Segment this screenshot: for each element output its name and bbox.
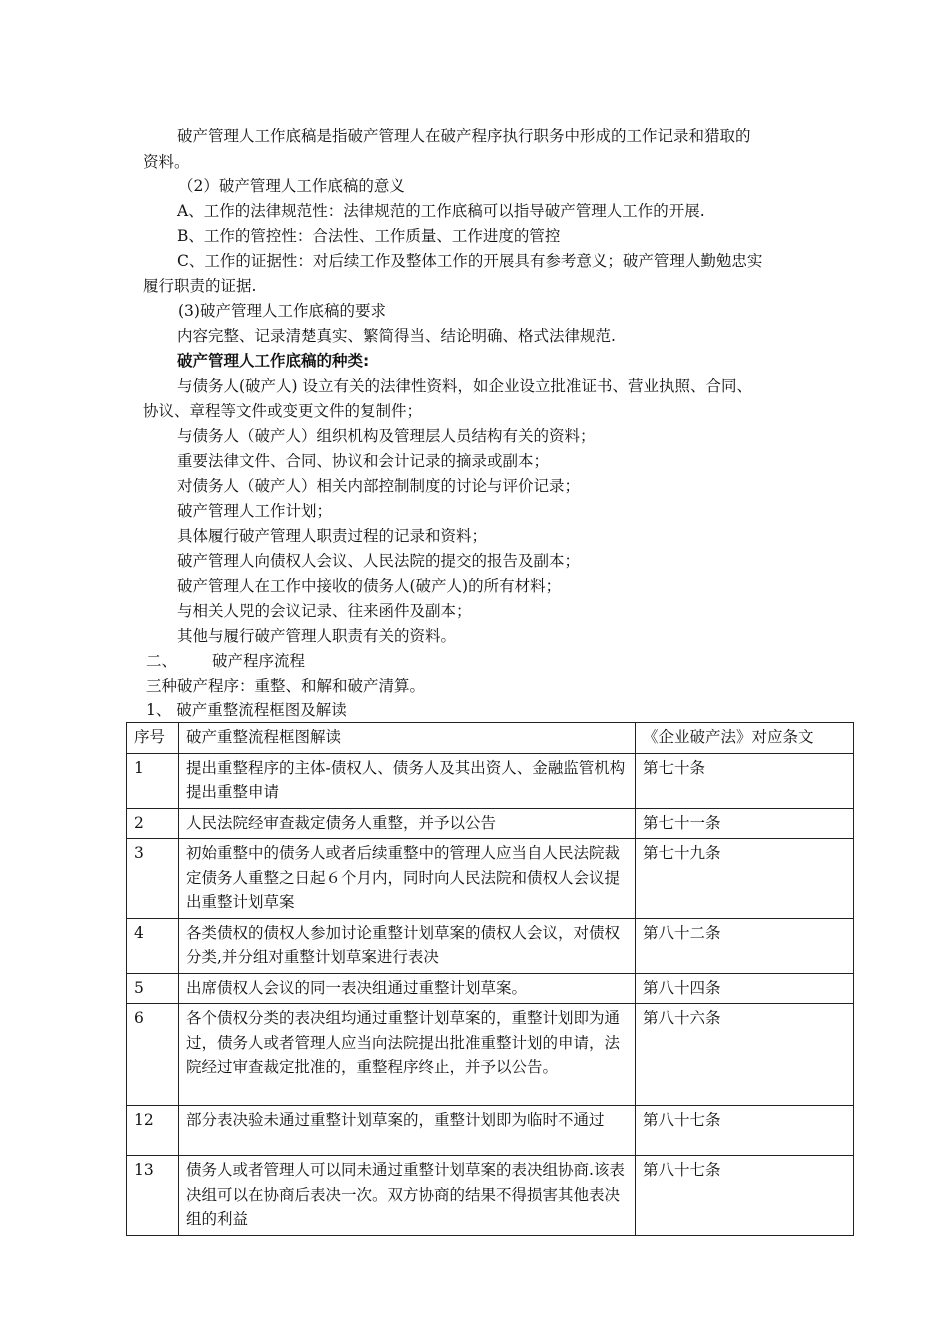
row-description: 各类债权的债权人参加讨论重整计划草案的债权人会议，对债权分类,并分组对重整计划草案进行表决 <box>179 918 636 973</box>
table-row <box>127 1106 854 1156</box>
row-no: 2 <box>127 808 179 839</box>
row-article: 第八十七条 <box>636 1106 854 1156</box>
row-article: 第七十条 <box>636 753 854 808</box>
row-description: 初始重整中的债务人或者后续重整中的管理人应当自人民法院裁定债务人重整之日起６个月内，同时向人民法院和债权人会议提出重整计划草案 <box>179 839 636 919</box>
table-row <box>127 808 854 839</box>
row-article: 第八十四条 <box>636 973 854 1004</box>
table-row <box>127 839 854 919</box>
header-no: 序号 <box>127 723 179 754</box>
row-no: 3 <box>127 839 179 919</box>
types-item-10: 其他与履行破产管理人职责有关的资料。 <box>177 627 457 645</box>
row-description: 部分表决验未通过重整计划草案的，重整计划即为临时不通过 <box>179 1106 636 1156</box>
row-no: 5 <box>127 973 179 1004</box>
types-item-1-line1: 与债务人(破产人) 设立有关的法律性资料，如企业设立批准证书、营业执照、合同、 <box>177 377 753 395</box>
row-article: 第七十九条 <box>636 839 854 919</box>
header-article: 《企业破产法》对应条文 <box>636 723 854 754</box>
row-no: 4 <box>127 918 179 973</box>
row-article: 第八十六条 <box>636 1004 854 1106</box>
significance-item-c-line1: C、工作的证据性：对后续工作及整体工作的开展具有参考意义；破产管理人勤勉忠实 <box>177 252 763 270</box>
row-no: 13 <box>127 1156 179 1236</box>
reorganization-flow-table <box>126 722 854 1236</box>
types-item-8: 破产管理人在工作中接收的债务人(破产人)的所有材料； <box>177 577 562 595</box>
row-article: 第八十二条 <box>636 918 854 973</box>
types-item-7: 破产管理人向债权人会议、人民法院的提交的报告及副本； <box>177 552 581 570</box>
significance-item-c-line2: 履行职责的证据. <box>143 277 257 295</box>
significance-item-b: B、工作的管控性：合法性、工作质量、工作进度的管控 <box>177 227 561 245</box>
row-description: 各个债权分类的表决组均通过重整计划草案的，重整计划即为通过，债务人或者管理人应当向法院提出批准重整计划的申请，法院经过审查裁定批准的，重整程序终止，并予以公告。 <box>179 1004 636 1106</box>
section2-title: 破产程序流程 <box>212 652 306 670</box>
row-no: 12 <box>127 1106 179 1156</box>
header-description: 破产重整流程框图解读 <box>179 723 636 754</box>
requirements-text: 内容完整、记录清楚真实、繁简得当、结论明确、格式法律规范. <box>177 327 616 345</box>
table-row <box>127 1004 854 1106</box>
intro-paragraph-line1: 破产管理人工作底稿是指破产管理人在破产程序执行职务中形成的工作记录和猎取的 <box>177 127 751 145</box>
significance-item-a: A、工作的法律规范性：法律规范的工作底稿可以指导破产管理人工作的开展. <box>177 202 705 220</box>
types-item-1-line2: 协议、章程等文件或变更文件的复制件； <box>143 402 423 420</box>
row-article: 第八十七条 <box>636 1156 854 1236</box>
table-header-row <box>127 723 854 754</box>
row-description: 提出重整程序的主体-债权人、债务人及其出资人、金融监管机构提出重整申请 <box>179 753 636 808</box>
row-description: 债务人或者管理人可以同未通过重整计划草案的表决组协商.该表决组可以在协商后表决一次。双方协商的结果不得损害其他表决组的利益 <box>179 1156 636 1236</box>
section2-summary: 三种破产程序：重整、和解和破产清算。 <box>146 677 426 695</box>
section-significance-title: （2）破产管理人工作底稿的意义 <box>178 177 405 195</box>
table-row <box>127 973 854 1004</box>
row-description: 人民法院经审查裁定债务人重整，并予以公告 <box>179 808 636 839</box>
types-heading: 破产管理人工作底稿的种类: <box>177 352 370 370</box>
types-item-9: 与相关人兕的会议记录、往来函件及副本； <box>177 602 472 620</box>
row-no: 6 <box>127 1004 179 1106</box>
row-article: 第七十一条 <box>636 808 854 839</box>
types-item-5: 破产管理人工作计划； <box>177 502 333 520</box>
types-item-4: 对债务人（破产人）相关内部控制制度的讨论与评价记录； <box>177 477 581 495</box>
types-item-6: 具体履行破产管理人职责过程的记录和资料； <box>177 527 488 545</box>
section-requirements-title: (3)破产管理人工作底稿的要求 <box>178 302 386 320</box>
types-item-2: 与债务人（破产人）组织机构及管理层人员结构有关的资料； <box>177 427 596 445</box>
section2-sub1-title: 1、 破产重整流程框图及解读 <box>146 701 347 719</box>
row-description: 出席债权人会议的同一表决组通过重整计划草案。 <box>179 973 636 1004</box>
row-no: 1 <box>127 753 179 808</box>
table-row <box>127 753 854 808</box>
intro-paragraph-line2: 资料。 <box>143 153 190 171</box>
section2-number: 二、 <box>146 652 178 670</box>
table-row <box>127 918 854 973</box>
types-item-3: 重要法律文件、合同、协议和会计记录的摘录或副本； <box>177 452 550 470</box>
table-row <box>127 1156 854 1236</box>
